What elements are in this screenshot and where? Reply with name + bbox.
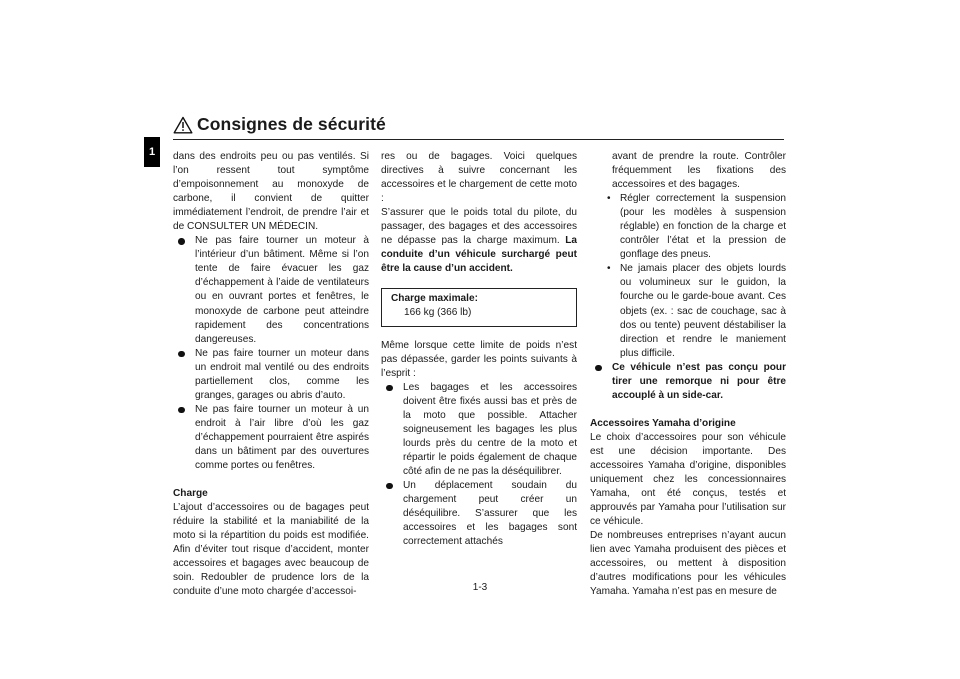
page-number: 1-3 xyxy=(472,582,488,593)
sub-bullet-list xyxy=(590,192,786,361)
list-item: • Ne jamais placer des objets lourds ou volumineux sur le guidon, la fourche ou le garde-boue avant. Ces objets (ex. : sac de couchage, sac à dos ou tente) peuvent déstabiliser la direction et rendre le maniement plus difficile. xyxy=(590,262,786,360)
column-2-warning xyxy=(381,206,577,276)
co-bullet-list xyxy=(173,234,369,473)
section-body-accessories-2: De nombreuses entreprises n’ayant aucun lien avec Yamaha produisent des pièces et accessoires, ou mettent à disposition d’autres modifications pour les véhicules Yamaha. Yamaha n’est pas en mesure de xyxy=(590,530,786,598)
column-3 xyxy=(590,150,786,599)
column-1-intro: dans des endroits peu ou pas ventilés. Si l’on ressent tout symptôme d’empoisonnement au monoxyde de carbone, il convient de quitter immédiatement l’endroit, de prendre l’air et de CONSULTER UN MÉDECIN. xyxy=(173,151,369,233)
load-bullet-list xyxy=(381,381,577,550)
spec-label: Charge maximale: xyxy=(391,293,478,305)
list-item: Ce véhicule n’est pas conçu pour tirer une remorque ni pour être accouplé à un side-car. xyxy=(590,361,786,403)
section-body-accessories-1: Le choix d’accessoires pour son véhicule est une décision importante. Des accessoires Yamaha d’origine, disponibles uniquement chez les concessionnaires Yamaha, ont été conçus, testés et approuvés par Yamaha pour l’utilisation sur ce véhicule. xyxy=(590,431,786,528)
column-2-para: Même lorsque cette limite de poids n’est pas dépassée, garder les points suivants à l’esprit : xyxy=(381,339,577,379)
column-3-continued: avant de prendre la route. Contrôler fréquemment les fixations des accessoires et des bagages. xyxy=(612,151,786,191)
section-body-charge: L’ajout d’accessoires ou de bagages peut réduire la stabilité et la maniabilité de la moto si la répartition du poids est modifiée. Afin d’éviter tout risque d’accident, monter accessoires et bagages avec beaucoup de soin. Redoubler de prudence lors de la conduite d’une moto chargée d’accessoi- xyxy=(173,502,369,598)
section-heading-charge: Charge xyxy=(173,488,208,500)
spec-value: 166 kg (366 lb) xyxy=(404,307,472,319)
list-item: • Régler correctement la suspension (pour les modèles à suspension réglable) en fonction de la charge et contrôler l’état et la pression de gonflage des pneus. xyxy=(590,192,786,262)
warning-triangle-icon xyxy=(173,116,193,134)
column-1 xyxy=(173,150,369,599)
title-divider xyxy=(173,139,784,140)
trailer-bullet-list xyxy=(590,361,786,403)
page-title: Consignes de sécurité xyxy=(197,114,386,134)
chapter-tab: 1 xyxy=(144,137,160,167)
spec-box xyxy=(381,288,577,326)
list-item: Ne pas faire tourner un moteur à l’intérieur d’un bâtiment. Même si l’on tente de faire évacuer les gaz d’échappement à l’aide de ventilateurs ou en ouvrant portes et fenêtres, le monoxyde de carbone peut atteindre rapidement des concentrations dangereuses. xyxy=(173,234,369,346)
page-header xyxy=(173,114,386,135)
column-2-intro: res ou de bagages. Voici quelques directives à suivre concernant les accessoires et le chargement de cette moto : xyxy=(381,151,577,205)
warning-emphasis: La conduite d’un véhicule surchargé peut être la cause d’un accident. xyxy=(381,235,577,275)
section-heading-accessories: Accessoires Yamaha d’origine xyxy=(590,417,736,429)
column-2 xyxy=(381,150,577,549)
warning-text: S’assurer que le poids total du pilote, du passager, des bagages et des accessoires ne dépasse pas la charge maximum. xyxy=(381,207,577,247)
list-item: Ne pas faire tourner un moteur à un endroit à l’air libre d’où les gaz d’échappement pourraient être aspirés dans un bâtiment par des ouvertures comme portes ou fenêtres. xyxy=(173,403,369,473)
list-item: Les bagages et les accessoires doivent être fixés aussi bas et près de la moto que possible. Attacher soigneusement les bagages les plus lourds près du centre de la moto et répartir le poids également de chaque côté afin de ne pas la déséquilibrer. xyxy=(381,381,577,479)
list-item: Un déplacement soudain du chargement peut créer un déséquilibre. S’assurer que les accessoires et les bagages sont correctement attachés xyxy=(381,479,577,549)
list-item: Ne pas faire tourner un moteur dans un endroit mal ventilé ou des endroits partiellement clos, comme les granges, garages ou abris d’auto. xyxy=(173,347,369,403)
